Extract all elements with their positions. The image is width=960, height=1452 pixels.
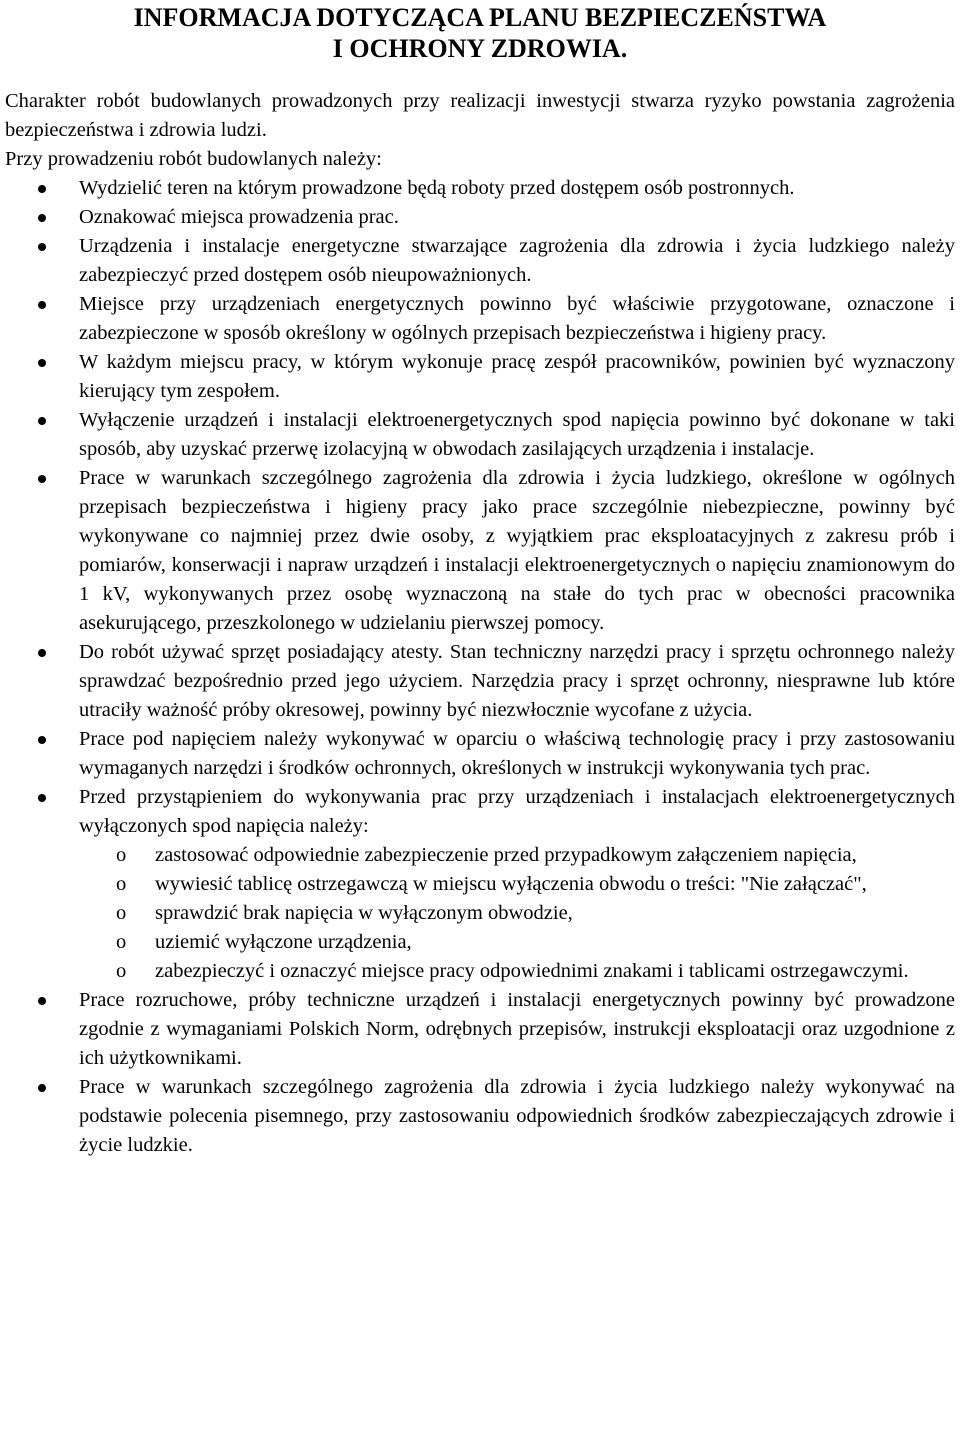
- list-item: [5, 232, 955, 290]
- list-item-text: Przed przystąpieniem do wykonywania prac przy urządzeniach i instalacjach elektroenergetycznych wyłączonych spod napięcia należy:: [79, 786, 955, 837]
- sub-bullet-marker: o: [116, 902, 127, 924]
- list-item: [5, 174, 955, 203]
- list-item-text: Prace w warunkach szczególnego zagrożenia dla zdrowia i życia ludzkiego należy wykonywać na podstawie polecenia pisemnego, przy zastosowaniu odpowiednich środków zabezpieczających zdrowie i życie ludzkie.: [79, 1076, 955, 1156]
- bullet-icon: [38, 475, 46, 483]
- sub-bullet-marker: o: [116, 844, 127, 866]
- sub-bullet-marker: o: [116, 960, 127, 982]
- list-item-text: Miejsce przy urządzeniach energetycznych powinno być właściwie przygotowane, oznaczone i zabezpieczone w sposób określony w ogólnych przepisach bezpieczeństwa i higieny pracy.: [79, 293, 955, 344]
- sub-list: [5, 841, 955, 986]
- list-item: [5, 203, 955, 232]
- bullet-icon: [38, 185, 46, 193]
- list-item: [5, 406, 955, 464]
- title-line-1: INFORMACJA DOTYCZĄCA PLANU BEZPIECZEŃSTWA: [133, 3, 827, 32]
- lead-paragraph: Przy prowadzeniu robót budowlanych należy:: [5, 148, 382, 170]
- list-item-text: Prace w warunkach szczególnego zagrożenia dla zdrowia i życia ludzkiego, określone w ogólnych przepisach bezpieczeństwa i higieny pracy jako prace szczególnie niebezpieczne, powinny być wykonywane co najmniej przez dwie osoby, z wyjątkiem prac eksploatacyjnych z zakresu prób i pomiarów, konserwacji i napraw urządzeń i instalacji elektroenergetycznych o napięciu znamionowym do 1 kV, wykonywanych przez osobę wyznaczoną na stałe do tych prac w obecności pracownika asekurującego, przeszkolonego w udzielaniu pierwszej pomocy.: [79, 467, 955, 634]
- sub-list-item-text: zabezpieczyć i oznaczyć miejsce pracy odpowiednimi znakami i tablicami ostrzegawczymi.: [155, 960, 909, 982]
- sub-bullet-marker: o: [116, 931, 127, 953]
- bullet-icon: [38, 649, 46, 657]
- bullet-icon: [38, 243, 46, 251]
- sub-bullet-marker: o: [116, 873, 127, 895]
- sub-list-item: [5, 899, 955, 928]
- sub-list-item: [5, 957, 955, 986]
- sub-list-item: [5, 841, 955, 870]
- bullet-icon: [38, 214, 46, 222]
- list-item: [5, 638, 955, 725]
- bullet-icon: [38, 997, 46, 1005]
- bullet-icon: [38, 417, 46, 425]
- bullet-icon: [38, 1084, 46, 1092]
- title-line-2: I OCHRONY ZDROWIA.: [332, 34, 628, 63]
- list-item: [5, 783, 955, 986]
- list-item: [5, 348, 955, 406]
- list-item: [5, 725, 955, 783]
- list-item-text: W każdym miejscu pracy, w którym wykonuje pracę zespół pracowników, powinien być wyznaczony kierujący tym zespołem.: [79, 351, 955, 402]
- list-item-text: Wyłączenie urządzeń i instalacji elektroenergetycznych spod napięcia powinno być dokonane w taki sposób, aby uzyskać przerwę izolacyjną w obwodach zasilających urządzenia i instalacje.: [79, 409, 955, 460]
- list-item: [5, 290, 955, 348]
- bullet-icon: [38, 736, 46, 744]
- document-title: [5, 0, 955, 64]
- list-item-text: Urządzenia i instalacje energetyczne stwarzające zagrożenia dla zdrowia i życia ludzkiego należy zabezpieczyć przed dostępem osób nieupoważnionych.: [79, 235, 955, 286]
- sub-list-item: [5, 928, 955, 957]
- sub-list-item-text: wywiesić tablicę ostrzegawczą w miejscu wyłączenia obwodu o treści: "Nie załączać",: [155, 873, 867, 895]
- sub-list-item-text: zastosować odpowiednie zabezpieczenie przed przypadkowym załączeniem napięcia,: [155, 844, 857, 866]
- sub-list-item-text: uziemić wyłączone urządzenia,: [155, 931, 412, 953]
- list-item-text: Prace pod napięciem należy wykonywać w oparciu o właściwą technologię pracy i przy zastosowaniu wymaganych narzędzi i środków ochronnych, określonych w instrukcji wykonywania tych prac.: [79, 728, 955, 779]
- list-item: [5, 1073, 955, 1160]
- intro-paragraph: Charakter robót budowlanych prowadzonych przy realizacji inwestycji stwarza ryzyko powstania zagrożenia bezpieczeństwa i zdrowia ludzi.: [5, 90, 955, 141]
- bullet-icon: [38, 359, 46, 367]
- bullet-icon: [38, 301, 46, 309]
- list-item-text: Prace rozruchowe, próby techniczne urządzeń i instalacji energetycznych powinny być prowadzone zgodnie z wymaganiami Polskich Norm, odrębnych przepisów, instrukcji eksploatacji oraz uzgodnione z ich użytkownikami.: [79, 989, 955, 1069]
- requirements-list: [5, 174, 955, 1160]
- list-item: [5, 464, 955, 638]
- sub-list-item-text: sprawdzić brak napięcia w wyłączonym obwodzie,: [155, 902, 573, 924]
- list-item-text: Wydzielić teren na którym prowadzone będą roboty przed dostępem osób postronnych.: [79, 177, 795, 199]
- sub-list-item: [5, 870, 955, 899]
- bullet-icon: [38, 794, 46, 802]
- list-item: [5, 986, 955, 1073]
- list-item-text: Oznakować miejsca prowadzenia prac.: [79, 206, 399, 228]
- list-item-text: Do robót używać sprzęt posiadający atesty. Stan techniczny narzędzi pracy i sprzętu ochronnego należy sprawdzać bezpośrednio przed jego użyciem. Narzędzia pracy i sprzęt ochronny, niesprawne lub które utraciły ważność próby okresowej, powinny być niezwłocznie wycofane z użycia.: [79, 641, 955, 721]
